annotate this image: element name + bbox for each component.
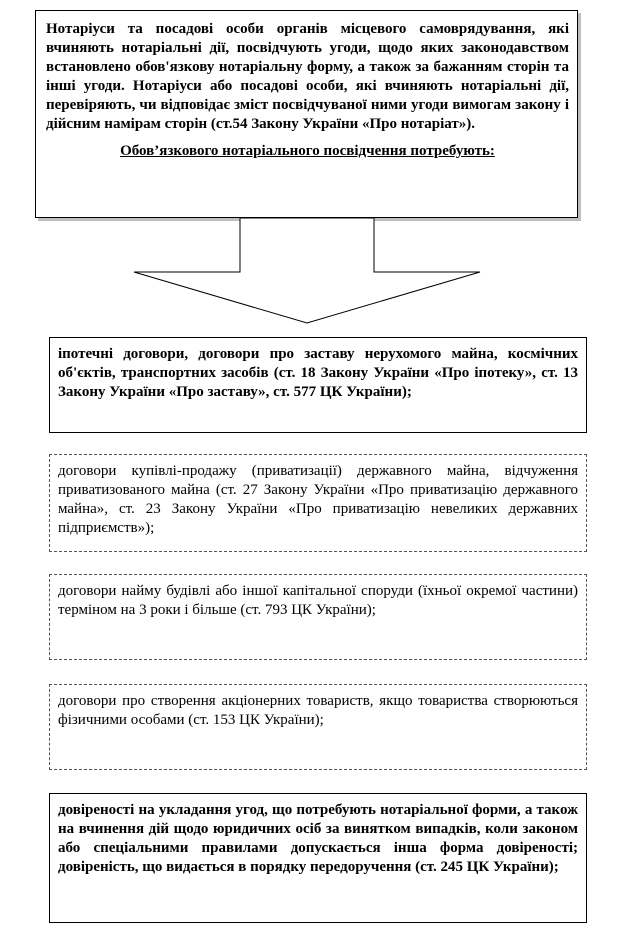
item-text: договори купівлі-продажу (приватизації) державного майна, відчуження приватизованого майна (ст. 27 Закону України «Про приватизацію державного майна», ст. 23 Закону України «Про приватизацію невеликих державних підприємств»); bbox=[58, 463, 578, 536]
list-item bbox=[49, 454, 587, 552]
item-text: договори найму будівлі або іншої капітальної споруди (їхньої окремої частини) терміном на 3 роки і більше (ст. 793 ЦК України); bbox=[58, 583, 578, 618]
list-item bbox=[49, 337, 587, 433]
header-subheading: Обов’язкового нотаріального посвідчення потребують: bbox=[120, 143, 495, 159]
item-text: довіреності на укладання угод, що потребують нотаріальної форми, а також на вчинення дій щодо юридичних осіб за винятком випадків, коли законом або спеціальними правилами допускається інша форма довіреності; довіреність, що видається в порядку передоручення (ст. 245 ЦК України); bbox=[58, 802, 578, 875]
list-item bbox=[49, 793, 587, 923]
header-paragraph: Нотаріуси та посадові особи органів місцевого самоврядування, які вчиняють нотаріальні дії, посвідчують угоди, щодо яких законодавством встановлено обов'язкову нотаріальну форму, а також за бажанням сторін та інші угоди. Нотаріуси або посадові особи, які вчиняють нотаріальні дії, перевіряють, чи відповідає зміст посвідчуваної ними угоди вимогам закону і дійсним намірам сторін (ст.54 Закону України «Про нотаріат»). bbox=[46, 21, 569, 132]
item-text: договори про створення акціонерних товариств, якщо товариства створюються фізичними особами (ст. 153 ЦК України); bbox=[58, 693, 578, 728]
list-item bbox=[49, 574, 587, 660]
item-text: іпотечні договори, договори про заставу нерухомого майна, космічних об'єктів, транспортних засобів (ст. 18 Закону України «Про іпотеку», ст. 13 Закону України «Про заставу», ст. 577 ЦК України); bbox=[58, 346, 578, 400]
list-item bbox=[49, 684, 587, 770]
header-box bbox=[35, 10, 578, 218]
